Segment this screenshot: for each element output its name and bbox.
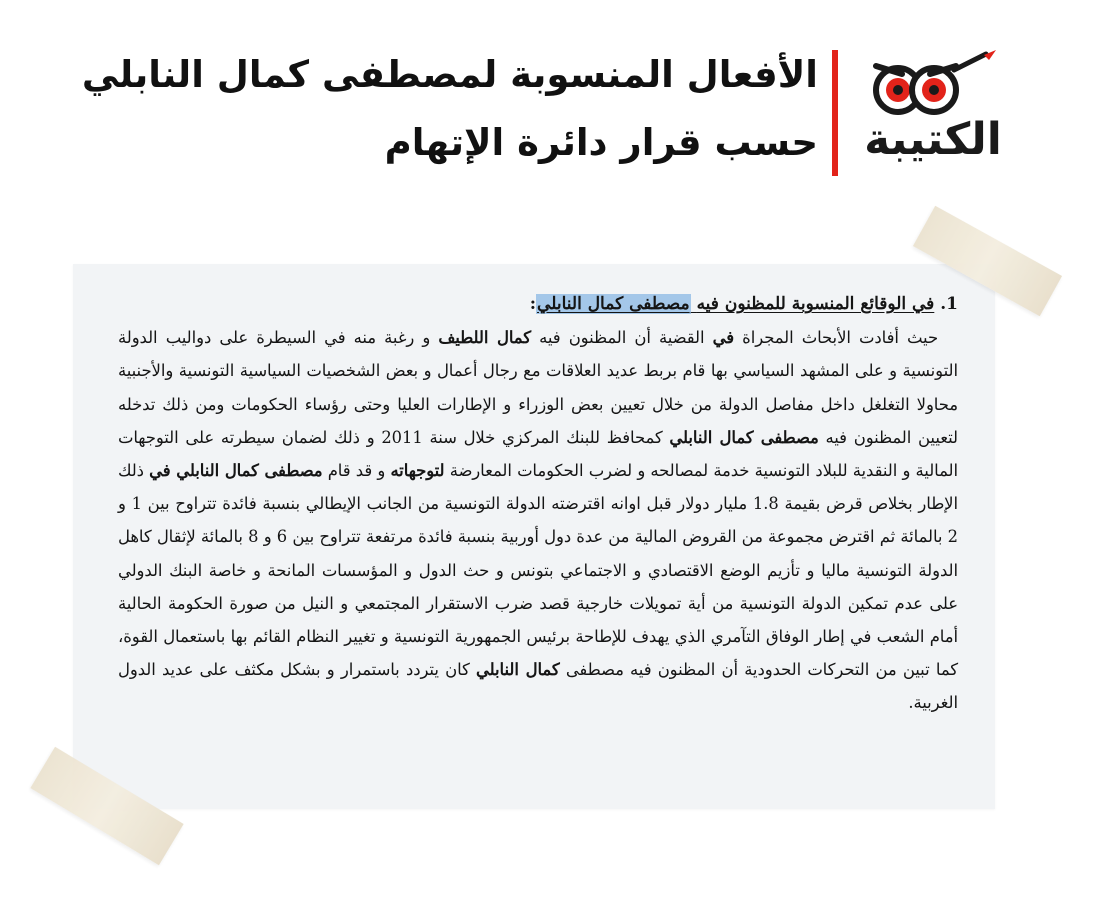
body-text-2: القضية أن المظنون فيه xyxy=(530,328,713,348)
logo-text: الكتيبة xyxy=(864,114,1002,165)
eyes-logo-icon xyxy=(858,48,1008,123)
page-title-line-2: حسب قرار دائرة الإتهام xyxy=(384,121,818,164)
body-bold-1: في xyxy=(712,328,735,348)
body-bold-3: مصطفى كمال النابلي xyxy=(669,427,819,447)
body-text-4: كمحافظ للبنك المركزي خلال سنة 2011 و ذلك لضمان سيطرته على التوجهات المالية و النقدية للبلاد التونسية خدمة لمصالحه و لضرب الحكومات المعارضة xyxy=(118,427,959,481)
document-excerpt xyxy=(118,288,958,720)
body-bold-2: كمال اللطيف xyxy=(438,328,531,348)
highlighted-name: مصطفى كمال النابلي xyxy=(537,294,690,314)
body-bold-4: لتوجهاته xyxy=(390,461,445,481)
header xyxy=(0,38,1093,188)
section-number: 1. xyxy=(940,294,958,314)
site-logo[interactable] xyxy=(858,48,1008,188)
heading-colon: : xyxy=(529,294,537,314)
body-text-3: و رغبة منه في السيطرة على دواليب الدولة التونسية و على المشهد السياسي بها قام بربط عديد العلاقات مع رجال أعمال و بعض الشخصيات السياسية التونسية والأجنبية محاولا التغلغل داخل مفاصل الدولة من خلال تعيين بعض الوزراء و الإطارات العليا وحتى رؤساء الحكومات ومن ذلك تدخله لتعيين المظنون فيه xyxy=(118,328,958,447)
header-divider xyxy=(832,50,838,176)
page-title-line-1: الأفعال المنسوبة لمصطفى كمال النابلي xyxy=(81,53,818,96)
body-text-5: و قد قام xyxy=(322,461,391,481)
body-text-6: ذلك الإطار بخلاص قرض بقيمة 1.8 مليار دولار قبل اوانه اقترضته الدولة التونسية من الجانب الإيطالي بنسبة فائدة تتراوح بين 1 و 2 بالمائة ثم اقترض مجموعة من القروض المالية من عدة دول أوربية بنسبة فائدة مرتفعة تتراوح بين 6 و 8 بالمائة لإثقال كاهل الدولة التونسية ماليا و تأزيم الوضع الاقتصادي و الاجتماعي بتونس و حث الدول و المؤسسات المانحة و خاصة البنك الدولي على عدم تمكين الدولة التونسية من أية تمويلات خارجية قصد ضرب الاستقرار المجتمعي و النيل من صورة الحكومة الحالية أمام الشعب في إطار الوفاق التآمري الذي يهدف للإطاحة برئيس الجمهورية التونسية و تغيير النظام القائم بها باستعمال القوة، كما تبين من التحركات الحدودية أن المظنون فيه مصطفى xyxy=(118,461,958,680)
body-text-7: كان يتردد باستمرار و بشكل مكثف على عديد الدول الغربية. xyxy=(118,660,958,713)
body-bold-5: مصطفى كمال النابلي في xyxy=(149,461,323,481)
section-heading-text: في الوقائع المنسوبة للمظنون فيه xyxy=(696,294,935,314)
body-text-1: حيث أفادت الأبحاث المجراة xyxy=(734,328,939,348)
body-bold-6: كمال النابلي xyxy=(476,660,560,680)
section-heading xyxy=(118,288,958,321)
document-paragraph xyxy=(118,321,958,719)
